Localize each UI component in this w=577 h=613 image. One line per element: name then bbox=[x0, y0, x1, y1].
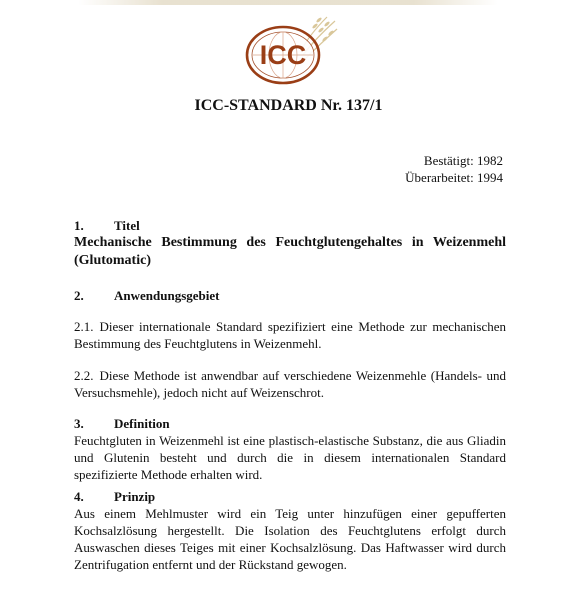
principle-text: Aus einem Mehlmuster wird ein Teig unter hinzufügen einer gepufferten Kochsalzlösung hergestellt. Die Isolation des Feuchtglutens erfolgt durch Auswaschen dieses Teiges mit einer Kochsalzlösung. Das Haftwasser wird durch Zentrifugation entfernt und der Rückstand gewogen. bbox=[74, 506, 506, 572]
paragraph-text: Dieser internationale Standard spezifiziert eine Methode zur mechanischen Bestimmung des Feuchtglutens in Weizenmehl. bbox=[74, 319, 506, 351]
paragraph-2-2 bbox=[74, 367, 506, 401]
paragraph-number: 2.1. bbox=[74, 319, 94, 334]
standard-title: ICC-STANDARD Nr. 137/1 bbox=[194, 97, 383, 114]
paragraph-number: 2.2. bbox=[74, 368, 94, 383]
section-number: 1. bbox=[74, 218, 84, 233]
section-definition bbox=[74, 415, 506, 483]
dates-block bbox=[405, 152, 503, 186]
section-heading bbox=[74, 415, 506, 432]
revised-date: Überarbeitet: 1994 bbox=[405, 170, 503, 185]
section-heading bbox=[74, 488, 506, 505]
icc-logo-graphic bbox=[243, 15, 339, 89]
definition-text: Feuchtgluten in Weizenmehl ist eine plastisch-elastische Substanz, die aus Gliadin und Glutenin besteht und durch die in diesem internationalen Standard spezifizierte Methode erhalten wird. bbox=[74, 433, 506, 482]
confirmed-date: Bestätigt: 1982 bbox=[423, 153, 503, 168]
section-heading-text: Titel bbox=[114, 218, 140, 233]
section-number: 3. bbox=[74, 416, 84, 431]
section-heading-text: Anwendungsgebiet bbox=[114, 288, 220, 303]
section-heading-text: Prinzip bbox=[114, 489, 156, 504]
paragraph-2-1 bbox=[74, 318, 506, 352]
logo-text: ICC bbox=[259, 40, 307, 70]
top-decorative-band bbox=[78, 0, 498, 5]
section-heading bbox=[74, 287, 506, 304]
section-number: 2. bbox=[74, 288, 84, 303]
icc-logo bbox=[243, 15, 339, 89]
section-principle bbox=[74, 488, 506, 573]
paragraph-text: Diese Methode ist anwendbar auf verschiedene Weizenmehle (Handels- und Versuchsmehle), jedoch nicht auf Weizenschrot. bbox=[74, 368, 506, 400]
document-title: Mechanische Bestimmung des Feuchtglutengehaltes in Weizenmehl (Glutomatic) bbox=[74, 235, 506, 268]
section-heading-text: Definition bbox=[114, 416, 170, 431]
section-heading bbox=[74, 217, 506, 234]
section-number: 4. bbox=[74, 489, 84, 504]
section-scope bbox=[74, 287, 506, 304]
section-title bbox=[74, 217, 506, 270]
